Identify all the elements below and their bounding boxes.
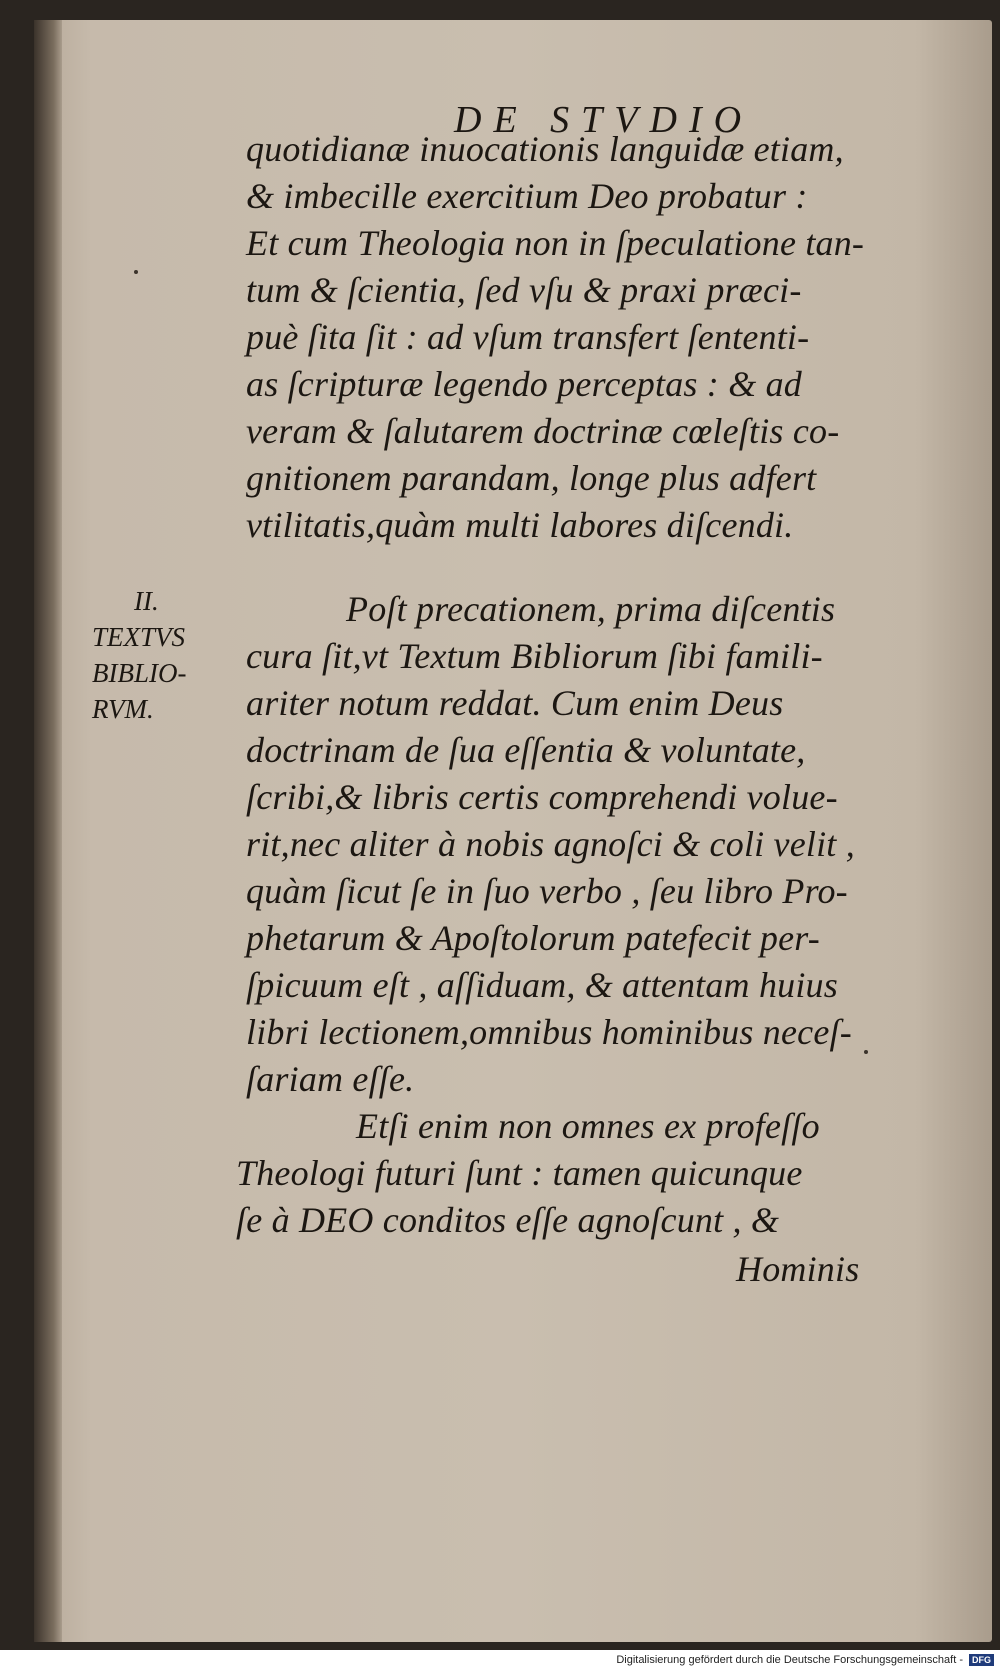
text-line: & imbecille exercitium Deo probatur : xyxy=(246,176,808,216)
text-line: libri lectionem,omnibus hominibus neceſ- xyxy=(246,1012,852,1052)
text-line: rit,nec aliter à nobis agnoſci & coli velit , xyxy=(246,824,855,864)
marginal-note-line: RVM. xyxy=(92,694,154,724)
text-line: cura ſit,vt Textum Bibliorum ſibi famili- xyxy=(246,636,823,676)
text-line: puè ſita ſit : ad vſum transfert ſententi- xyxy=(246,317,810,357)
text-line: quotidianæ inuocationis languidæ etiam, xyxy=(246,129,844,169)
text-line: Et cum Theologia non in ſpeculatione tan- xyxy=(246,223,865,263)
text-line: quàm ſicut ſe in ſuo verbo , ſeu libro Pro- xyxy=(246,871,848,911)
text-line: as ſcripturæ legendo perceptas : & ad xyxy=(246,364,802,404)
running-head: DE STVDIO xyxy=(454,99,754,141)
text-line: Theologi futuri ſunt : tamen quicunque xyxy=(236,1153,803,1193)
ink-speck xyxy=(134,270,138,274)
text-line: gnitionem parandam, longe plus adfert xyxy=(246,458,817,498)
book-page xyxy=(34,20,992,1642)
text-line: vtilitatis,quàm multi labores diſcendi. xyxy=(246,505,794,545)
text-line: phetarum & Apoſtolorum patefecit per- xyxy=(246,918,820,958)
marginal-note-line: BIBLIO- xyxy=(92,658,187,688)
marginal-note-number: II. xyxy=(134,586,159,616)
page-binding-shadow xyxy=(34,20,62,1642)
text-line: ariter notum reddat. Cum enim Deus xyxy=(246,683,784,723)
dfg-logo: DFG xyxy=(969,1654,994,1666)
text-line: Poſt precationem, prima diſcentis xyxy=(346,589,836,629)
digitization-footer xyxy=(0,1650,1000,1670)
text-line: ſariam eſſe. xyxy=(246,1059,415,1099)
text-line: ſcribi,& libris certis comprehendi volue- xyxy=(246,777,838,817)
catchword: Hominis xyxy=(736,1249,860,1289)
text-line: ſe à DEO conditos eſſe agnoſcunt , & xyxy=(236,1200,780,1240)
text-line: doctrinam de ſua eſſentia & voluntate, xyxy=(246,730,806,770)
text-line: veram & ſalutarem doctrinæ cœleſtis co- xyxy=(246,411,840,451)
marginal-note-line: TEXTVS xyxy=(92,622,186,652)
text-line: Etſi enim non omnes ex profeſſo xyxy=(356,1106,820,1146)
text-line: ſpicuum eſt , aſſiduam, & attentam huius xyxy=(246,965,838,1005)
ink-speck xyxy=(864,1050,868,1054)
footer-credit: Digitalisierung gefördert durch die Deutsche Forschungsgemeinschaft - xyxy=(616,1654,963,1666)
text-line: tum & ſcientia, ſed vſu & praxi præci- xyxy=(246,270,802,310)
